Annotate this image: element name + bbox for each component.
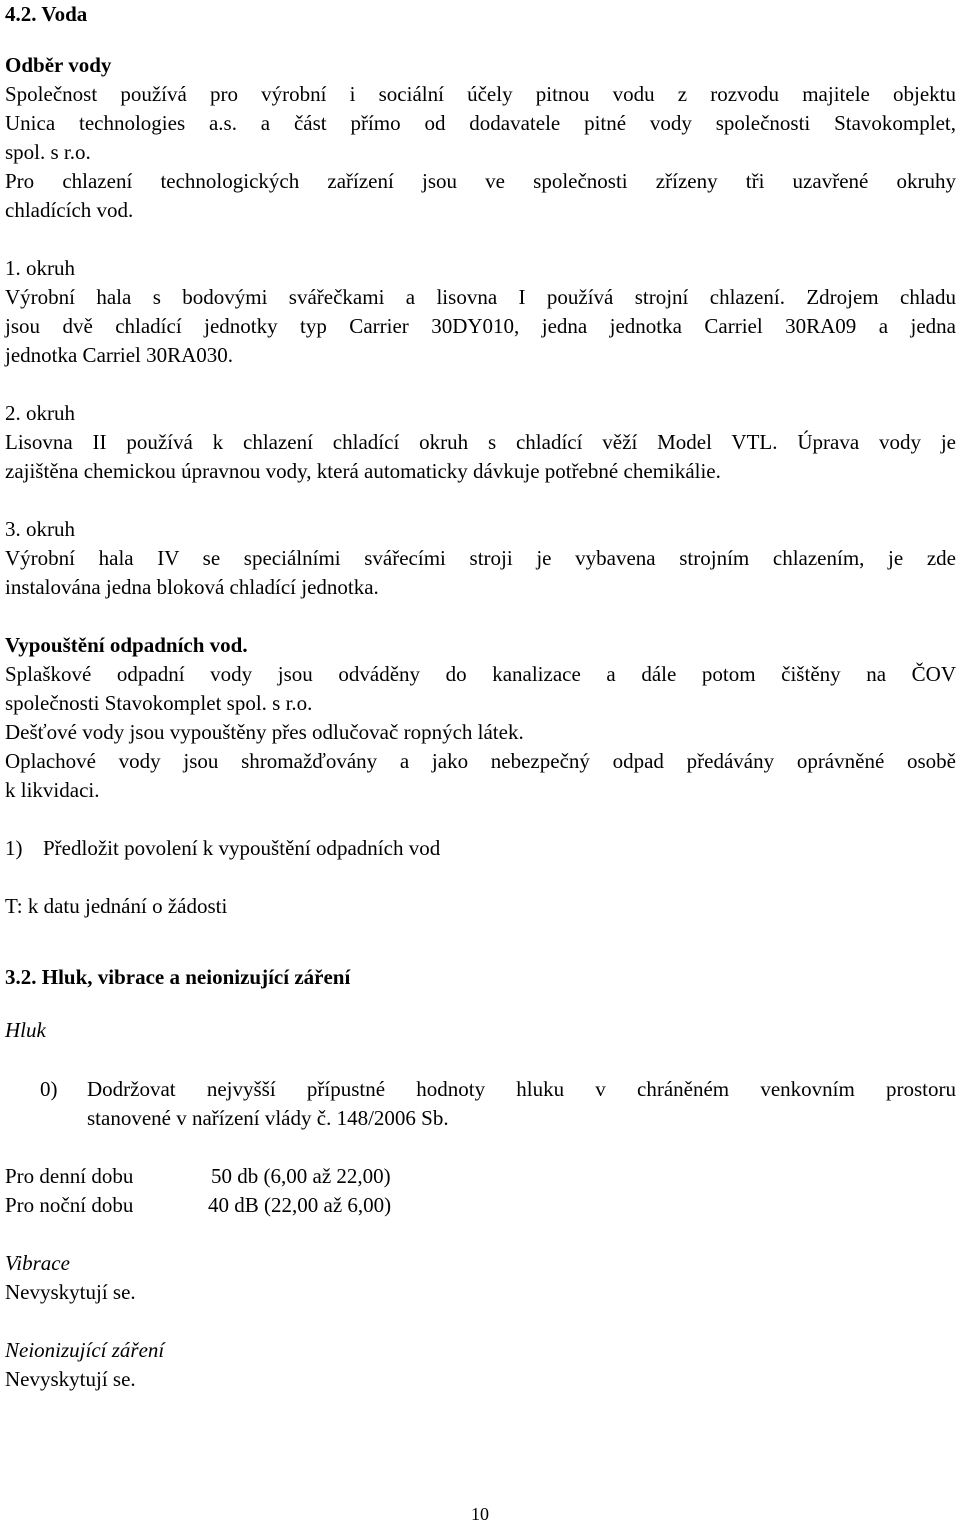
section-heading-voda: 4.2. Voda — [5, 2, 88, 26]
requirement-item — [5, 834, 956, 863]
neionizujici-text: Nevyskytují se. — [5, 1367, 136, 1391]
limit-label: Pro denní dobu — [5, 1164, 134, 1188]
paragraph-line: chladících vod. — [5, 198, 134, 222]
hluk-item-number: 0) — [40, 1077, 58, 1101]
paragraph-line: Pro chlazení technologických zařízení jsou ve společnosti zřízeny tři uzavřené okruhy — [5, 169, 956, 193]
subheading-neionizujici: Neionizující záření — [5, 1338, 165, 1362]
requirement-deadline: T: k datu jednání o žádosti — [5, 894, 228, 918]
limit-label: Pro noční dobu — [5, 1193, 134, 1217]
heading-odber-vody: Odběr vody — [5, 53, 112, 77]
paragraph-line: Společnost používá pro výrobní i sociální účely pitnou vodu z rozvodu majitele objektu — [5, 82, 956, 106]
subheading-hluk: Hluk — [5, 1018, 46, 1042]
okruh-3-title: 3. okruh — [5, 517, 75, 541]
hluk-item-line: Dodržovat nejvyšší přípustné hodnoty hluku v chráněném venkovním prostoru — [87, 1077, 956, 1101]
paragraph-line: spol. s r.o. — [5, 140, 91, 164]
paragraph-line: Oplachové vody jsou shromažďovány a jako nebezpečný odpad předávány oprávněné osobě — [5, 749, 956, 773]
requirement-number: 1) — [5, 836, 23, 860]
subheading-vibrace: Vibrace — [5, 1251, 70, 1275]
paragraph-line: Dešťové vody jsou vypouštěny přes odlučovač ropných látek. — [5, 720, 524, 744]
heading-vypousteni: Vypouštění odpadních vod. — [5, 633, 248, 657]
section-heading-hluk: 3.2. Hluk, vibrace a neionizující záření — [5, 965, 351, 989]
requirement-text: Předložit povolení k vypouštění odpadních vod — [43, 836, 441, 860]
paragraph-line: Unica technologies a.s. a část přímo od dodavatele pitné vody společnosti Stavokomplet, — [5, 111, 956, 135]
paragraph-line: Splaškové odpadní vody jsou odváděny do kanalizace a dále potom čištěny na ČOV — [5, 662, 956, 686]
paragraph-line: jsou dvě chladící jednotky typ Carrier 30DY010, jedna jednotka Carriel 30RA09 a jedna — [5, 314, 956, 338]
document-page — [5, 0, 956, 1525]
paragraph-line: Lisovna II používá k chlazení chladící okruh s chladící věží Model VTL. Úprava vody je — [5, 430, 956, 454]
limit-row-noc — [5, 1191, 956, 1220]
paragraph-line: zajištěna chemickou úpravnou vody, která automaticky dávkuje potřebné chemikálie. — [5, 459, 721, 483]
paragraph-line: Výrobní hala IV se speciálními svářecími stroji je vybavena strojním chlazením, je zde — [5, 546, 956, 570]
page-number: 10 — [471, 1504, 489, 1524]
limit-value: 50 db (6,00 až 22,00) — [211, 1164, 391, 1188]
hluk-item-line: stanovené v nařízení vlády č. 148/2006 Sb. — [87, 1106, 449, 1130]
limit-row-den — [5, 1162, 956, 1191]
okruh-1-title: 1. okruh — [5, 256, 75, 280]
limit-value: 40 dB (22,00 až 6,00) — [208, 1193, 392, 1217]
okruh-2-title: 2. okruh — [5, 401, 75, 425]
paragraph-line: k likvidaci. — [5, 778, 100, 802]
paragraph-line: instalována jedna bloková chladící jednotka. — [5, 575, 379, 599]
vibrace-text: Nevyskytují se. — [5, 1280, 136, 1304]
paragraph-line: jednotka Carriel 30RA030. — [5, 343, 234, 367]
paragraph-line: společnosti Stavokomplet spol. s r.o. — [5, 691, 313, 715]
paragraph-line: Výrobní hala s bodovými svářečkami a lisovna I používá strojní chlazení. Zdrojem chladu — [5, 285, 956, 309]
